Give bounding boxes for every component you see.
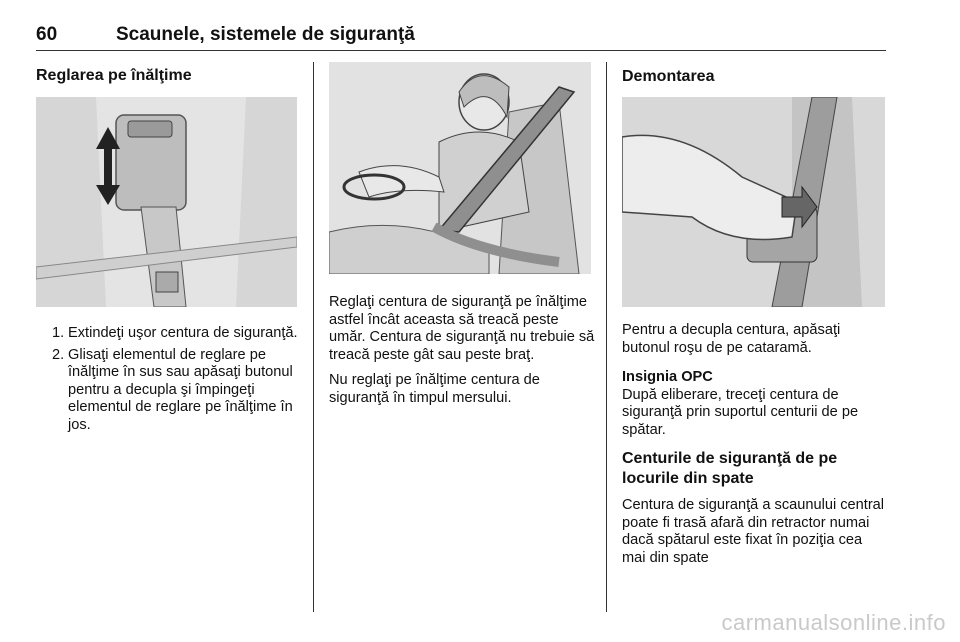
opc-title: Insignia OPC (622, 369, 713, 385)
section-heading-rear-belts: Centurile de siguranţă de pe locurile din spate (622, 450, 838, 487)
release-paragraph: Pentru a decupla centura, apăsaţi butonul roşu de pe cataramă. (622, 322, 841, 356)
belt-position-paragraph: Reglaţi centura de siguranţă pe înălţime astfel încât aceasta să treacă peste umăr. Centura de siguranţă nu trebuie să treacă peste gât sau peste braţ. (329, 294, 595, 363)
list-item: 2. Glisaţi elementul de reglare pe înălţime în sus sau apăsaţi butonul pentru a decupla şi împingeţi elementul de reglare pe înălţime în jos. (52, 346, 293, 433)
illustration-buckle-release (622, 97, 885, 307)
header-rule (36, 50, 886, 51)
right-heading-block (622, 67, 887, 87)
watermark: carmanualsonline.info (721, 610, 946, 635)
right-text-block (622, 322, 888, 567)
column-divider-right (606, 62, 607, 612)
rear-belts-paragraph: Centura de siguranţă a scaunului central poate fi trasă afară din retractor numai dacă spătarul este fixat în poziţia cea mai din spate (622, 497, 885, 566)
left-steps-block (44, 325, 306, 438)
column-divider-left (313, 62, 314, 612)
opc-paragraph: După eliberare, treceţi centura de siguranţă prin suportul centurii de pe spătar. (622, 386, 859, 438)
illustration-driver-with-belt (329, 62, 591, 274)
section-heading-removal: Demontarea (622, 68, 715, 85)
illustration-belt-height-adjuster (36, 97, 297, 307)
list-item: 1. Extindeţi uşor centura de siguranţă. (52, 325, 298, 341)
chapter-title: Scaunele, sistemele de siguranţă (116, 24, 415, 45)
middle-text-block (329, 294, 595, 407)
no-adjust-while-driving-paragraph: Nu reglaţi pe înălţime centura de siguranţă în timpul mersului. (329, 372, 540, 406)
section-heading-height-adjust: Reglarea pe înălţime (36, 67, 192, 84)
page-number: 60 (36, 24, 58, 45)
steps-list (44, 325, 306, 434)
page-header (36, 24, 886, 50)
